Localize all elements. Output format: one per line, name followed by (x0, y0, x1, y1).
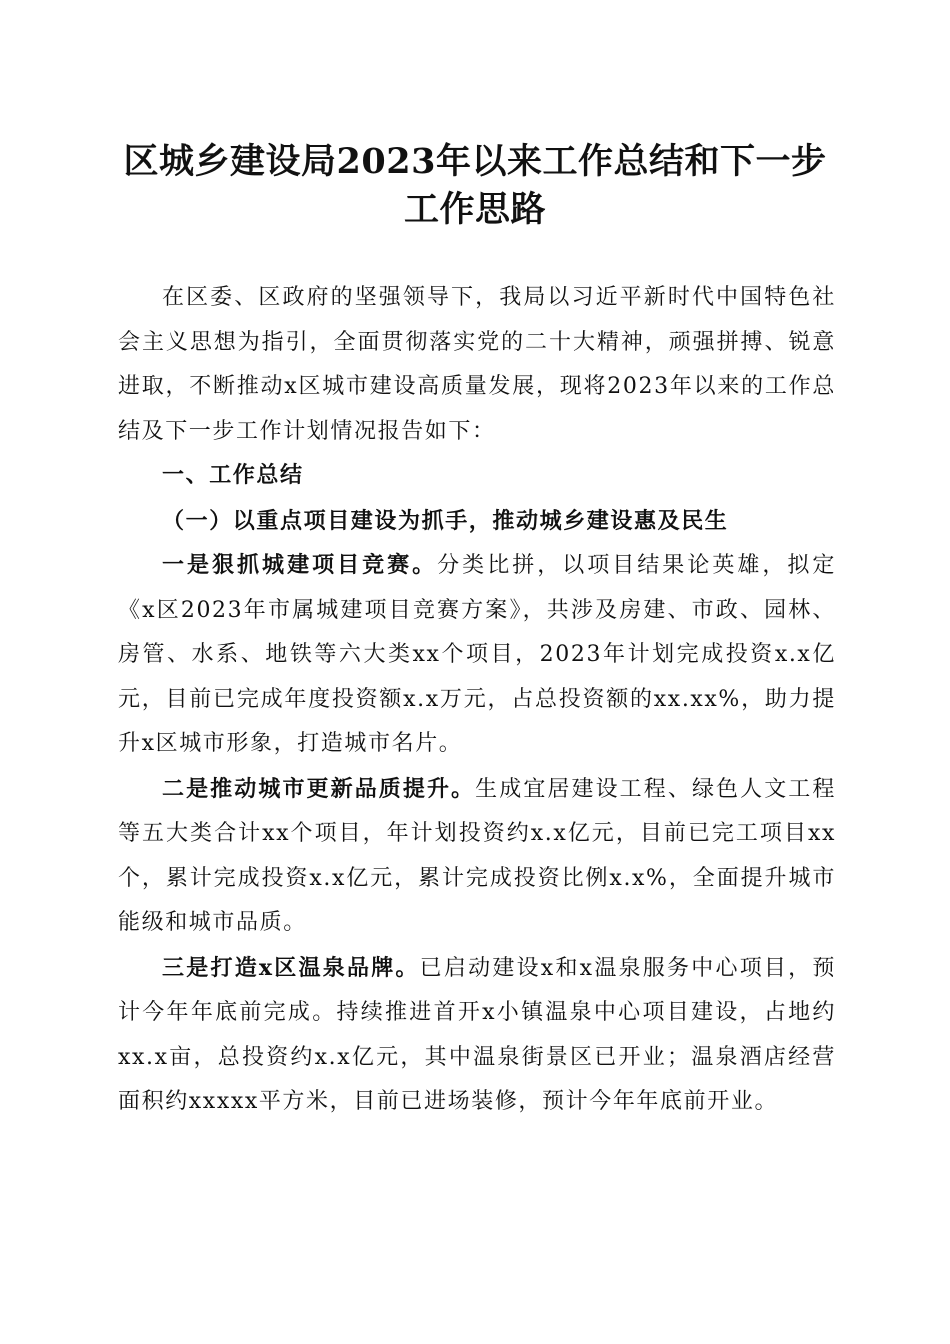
section-heading-work-summary: 一、工作总结 (162, 463, 304, 488)
item-paragraph-1 (118, 543, 836, 767)
title-line-2: 工作思路 (403, 189, 546, 230)
intro-paragraph: 在区委、区政府的坚强领导下，我局以习近平新时代中国特色社会主义思想为指引，全面贯彻落实党的二十大精神，顽强拼搏、锐意进取，不断推动x区城市建设高质量发展，现将2023年以来的工作总结及下一步工作计划情况报告如下： (118, 285, 836, 444)
item-text-2: 生成宜居建设工程、绿色人文工程等五大类合计xx个项目，年计划投资约x.x亿元，目前已完工项目xx个，累计完成投资x.x亿元，累计完成投资比例x.x%，全面提升城市能级和城市品质。 (118, 776, 836, 935)
title-line-1: 区城乡建设局2023年以来工作总结和下一步 (123, 141, 827, 182)
item-lead-3: 三是打造x区温泉品牌。 (162, 954, 420, 981)
item-lead-1: 一是狠抓城建项目竞赛。 (162, 552, 438, 578)
subsection-heading-key-projects: （一）以重点项目建设为抓手，推动城乡建设惠及民生 (162, 507, 729, 534)
document-title (100, 138, 850, 234)
document-body (118, 276, 836, 1125)
item-lead-2: 二是推动城市更新品质提升。 (162, 775, 476, 802)
item-text-3: 已启动建设x和x温泉服务中心项目，预计今年年底前完成。持续推进首开x小镇温泉中心项目建设，占地约xx.x亩，总投资约x.x亿元，其中温泉街景区已开业；温泉酒店经营面积约xxxxx平方米，目前已进场装修，预计今年年底前开业。 (118, 955, 836, 1114)
item-paragraph-2 (118, 767, 836, 946)
item-paragraph-3 (118, 946, 836, 1125)
item-text-1: 分类比拼，以项目结果论英雄，拟定《x区2023年市属城建项目竞赛方案》，共涉及房建、市政、园林、房管、水系、地铁等六大类xx个项目，2023年计划完成投资x.x亿元，目前已完成年度投资额x.x万元，占总投资额的xx.xx%，助力提升x区城市形象，打造城市名片。 (118, 553, 836, 756)
